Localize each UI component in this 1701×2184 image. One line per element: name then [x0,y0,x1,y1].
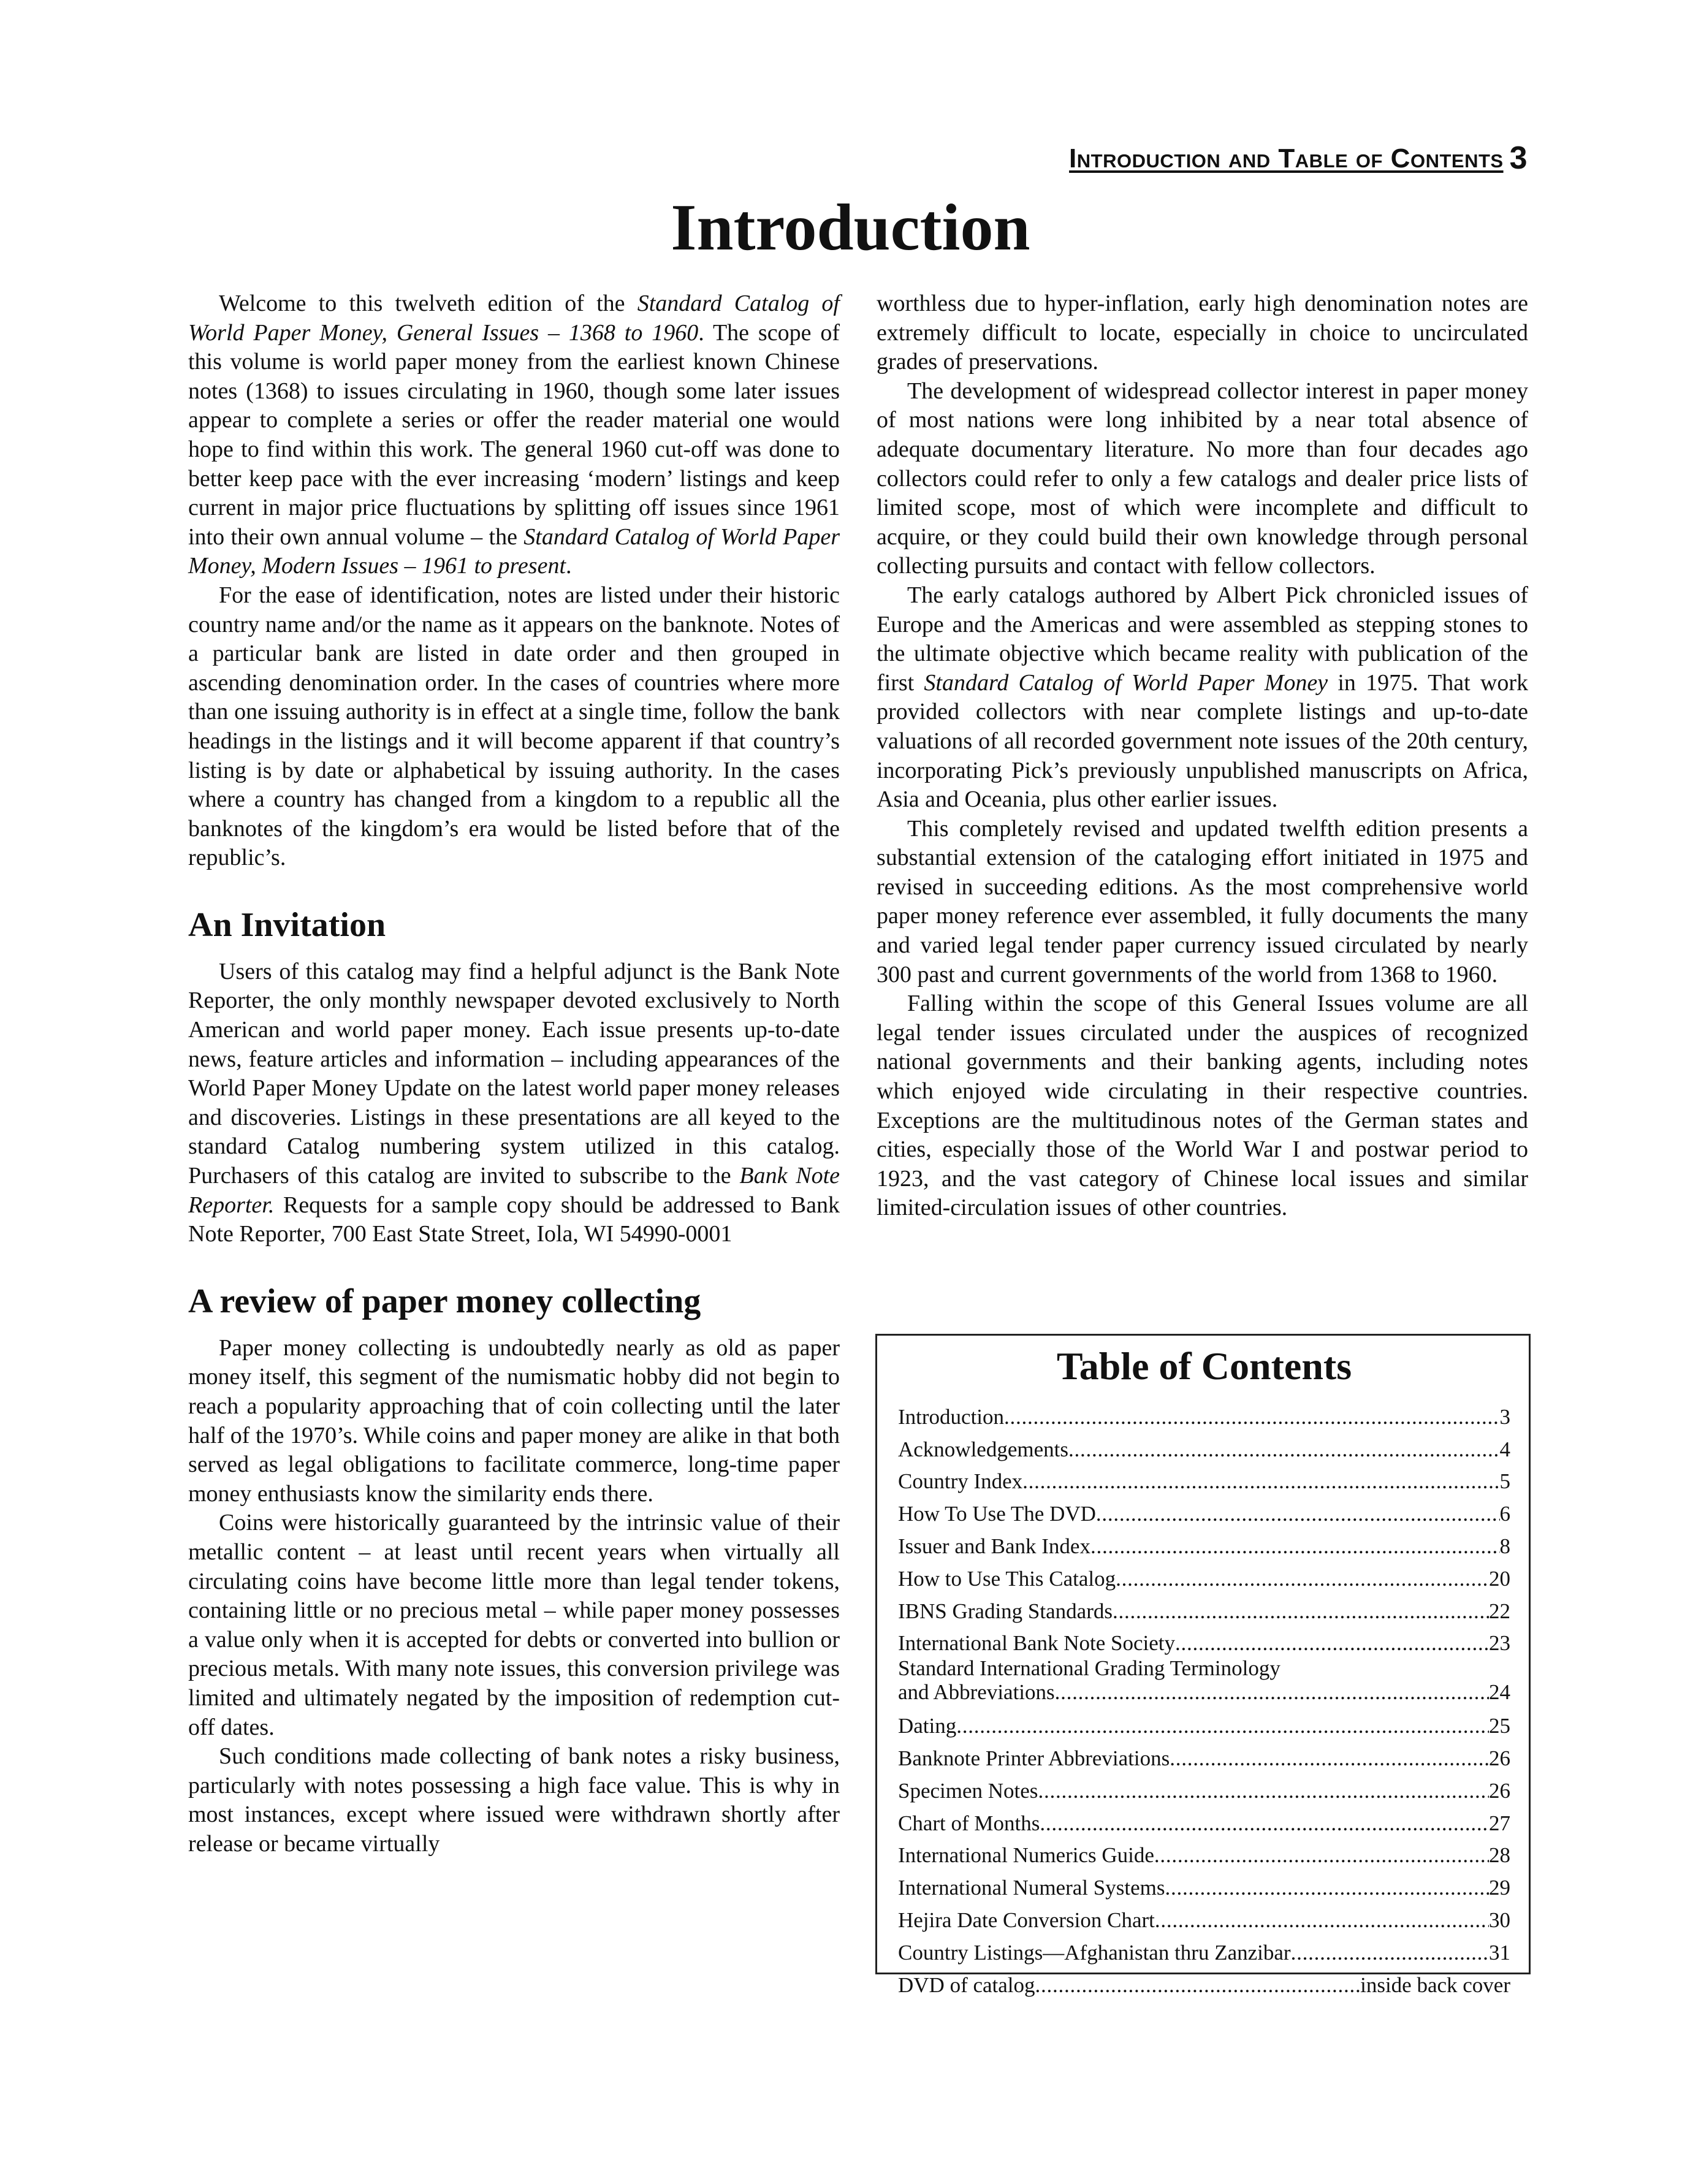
toc-leader [1035,1972,1361,1999]
intro-paragraph-1 [188,289,840,581]
intro-p1-title-modern: Standard Catalog of World Paper Money, Modern Issues – 1961 to present [188,523,840,579]
toc-leader [1170,1745,1489,1772]
toc-entry[interactable] [898,1837,1510,1870]
toc-entry-label: How to Use This Catalog [898,1566,1116,1591]
review-paragraph-7: Falling within the scope of this General Issues volume are all legal tender issues circulated under the auspices of recognized national governments and their banking agents, including notes which enjoyed wide circulating in their respective countries. Exceptions are the multitudinous notes of the German states and cities, especially those of the World War I and postwar period to 1923, and the vast category of Chinese local issues and similar limited-circulation issues of other countries. [877,991,1528,1221]
toc-title: Table of Contents [1056,1344,1352,1388]
toc-leader [1175,1630,1489,1657]
toc-leader [1291,1939,1489,1966]
review-paragraph-6: This completely revised and updated twelfth edition presents a substantial extension of the cataloging effort initiated in 1975 and revised in succeeding editions. As the most comprehensive world paper money reference ever assembled, it fully documents the many and varied legal tender paper currency issued circulated by nearly 300 past and current governments of the world from 1368 to 1960. [877,815,1528,987]
intro-p1-text-b: . The scope of this volume is world paper money from the earliest known Chinese notes (1368) to issues circulating in 1960, though some later issues appear to complete a series or offer the reader material one would hope to find within this work. The general 1960 cut-off was done to better keep pace with the ever increasing ‘modern’ listings and keep current in major price fluctuations by splitting off issues since 1961 into their own annual volume – the [188,319,840,550]
toc-leader [1022,1468,1499,1495]
toc-entry[interactable] [898,1869,1510,1901]
toc-entry-label: International Bank Note Society [898,1631,1175,1656]
toc-leader [1038,1778,1489,1805]
invitation-publication: Bank Note Reporter. [188,1163,840,1218]
running-header-title: Introduction and Table of Contents [1069,143,1504,173]
toc-entry-label: Banknote Printer Abbreviations [898,1746,1170,1770]
toc-entry-page: 8 [1499,1534,1510,1558]
toc-entry-page: 31 [1489,1940,1510,1965]
toc-leader [1155,1907,1489,1934]
review-paragraph-2: Coins were historically guaranteed by the intrinsic value of their metallic content – at least until recent years when virtually all circulating coins have become little more than legal tender tokens, containing little or no precious metal – while paper money possesses a value only when it is accepted for debts or converted into bullion or precious metals. With many note issues, this conversion privilege was limited and ultimately negated by the imposition of redemption cut-off dates. [188,1510,840,1740]
toc-entry-page: 4 [1499,1437,1510,1461]
toc-entry-page: 25 [1489,1714,1510,1738]
toc-entry[interactable] [898,1707,1510,1740]
section-heading-review: A review of paper money collecting [188,1282,701,1320]
toc-entry-label: Hejira Date Conversion Chart [898,1908,1155,1932]
review-paragraph-4: The development of widespread collector interest in paper money of most nations were long inhibited by a near total absence of adequate documentary literature. No more than four decades ago collectors could refer to only a few catalogs and dealer price lists of limited scope, most of which were incomplete and difficult to acquire, or they could build their own knowledge through personal collecting pursuits and contact with fellow collectors. [877,378,1528,579]
toc-leader [1040,1810,1489,1837]
toc-entry[interactable] [898,1495,1510,1528]
toc-leader [1004,1404,1499,1431]
toc-entry-page: 30 [1489,1908,1510,1932]
toc-entry[interactable] [898,1740,1510,1772]
toc-entry[interactable] [898,1463,1510,1496]
toc-entry[interactable] [898,1934,1510,1966]
invitation-paragraph [188,957,840,1249]
toc-entry-label-line1: Standard International Grading Terminology [898,1657,1281,1681]
toc-leader [1068,1436,1500,1463]
toc-entry-page: 3 [1499,1404,1510,1429]
toc-entry-page: 29 [1489,1876,1510,1900]
toc-leader [1090,1533,1500,1560]
toc-entry-page: 23 [1489,1631,1510,1656]
toc-leader [1055,1680,1489,1705]
toc-entry-page: 5 [1499,1469,1510,1494]
toc-entry-label: Issuer and Bank Index [898,1534,1090,1558]
toc-entry-page: 24 [1489,1680,1510,1705]
toc-entry[interactable] [898,1592,1510,1625]
toc-entry-page: 26 [1489,1746,1510,1770]
left-column [188,289,840,1859]
review-p5-text-b: in 1975. That work provided collectors with near complete listings and up-to-date valuations of all recorded government note issues of the 20th century, incorporating Pick’s previously unpublished manuscripts on Africa, Asia and Oceania, plus other earlier issues. [877,669,1529,813]
toc-entry-label: Chart of Months [898,1811,1040,1835]
toc-entry[interactable] [898,1528,1510,1560]
toc-entry-label: International Numerics Guide [898,1843,1154,1868]
toc-entry-page: 6 [1499,1502,1510,1526]
page-title: Introduction [671,191,1030,264]
toc-entry-page: 22 [1489,1599,1510,1623]
review-paragraph-1: Paper money collecting is undoubtedly nearly as old as paper money itself, this segment of the numismatic hobby did not begin to reach a popularity approaching that of coin collecting until the later half of the 1970’s. While coins and paper money are alike in that both served as legal obligations to facilitate commerce, long-time paper money enthusiasts know the similarity ends there. [188,1334,840,1507]
toc-entry-label: Acknowledgements [898,1437,1068,1461]
review-paragraph-3: Such conditions made collecting of bank notes a risky business, particularly with notes possessing a high face value. This is why in most instances, except where issued were withdrawn shortly after release or became virtually [188,1743,840,1857]
section-heading-invitation: An Invitation [188,905,386,944]
toc-entry-label: International Numeral Systems [898,1876,1165,1900]
table-of-contents [875,1334,1531,1997]
toc-entry-label: Country Listings—Afghanistan thru Zanzibar [898,1940,1291,1965]
intro-paragraph-2: For the ease of identification, notes are listed under their historic country name and/or the name as it appears on the banknote. Notes of a particular bank are listed in date order and then grouped in ascending denomination order. In the cases of countries where more than one issuing authority is in effect at a single time, follow the bank headings in the listings and it will become apparent if that country’s listing is by date or alphabetical by issuing authority. In the cases where a country has changed from a kingdom to a republic all the banknotes of the kingdom’s era would be listed before that of the republic’s. [188,582,840,871]
toc-list [898,1398,1510,1999]
intro-p1-title-general: Standard Catalog of World Paper Money, General Issues – 1368 to 1960 [188,291,840,346]
running-header [1069,140,1528,177]
toc-leader [1154,1842,1489,1869]
toc-entry-label: Dating [898,1714,957,1738]
toc-leader [1113,1598,1489,1625]
toc-leader [1116,1566,1489,1592]
invitation-text-b: Requests for a sample copy should be addressed to Bank Note Reporter, 700 East State Street, Iola, WI 54990-0001 [188,1192,840,1247]
toc-entry-label: IBNS Grading Standards [898,1599,1113,1623]
toc-entry-label: and Abbreviations [898,1680,1055,1705]
toc-entry-page: 20 [1489,1566,1510,1591]
toc-entry-label: DVD of catalog [898,1973,1035,1997]
toc-leader [1165,1874,1489,1901]
review-p5-text-a: The early catalogs authored by Albert Pick chronicled issues of Europe and the Americas and were assembled as stepping stones to the ultimate objective which became reality with publication of the first [877,582,1528,696]
invitation-text-a: Users of this catalog may find a helpful adjunct is the Bank Note Reporter, the only monthly newspaper devoted exclusively to North American and world paper money. Each issue presents up-to-date news, feature articles and information – including appearances of the World Paper Money Update on the latest world paper money releases and discoveries. Listings in these presentations are all keyed to the standard Catalog numbering system utilized in this catalog. Purchasers of this catalog are invited to subscribe to the [188,958,840,1189]
page-number: 3 [1509,140,1528,176]
toc-entry-label: Specimen Notes [898,1778,1038,1803]
toc-entry[interactable] [898,1772,1510,1805]
toc-entry-page: 27 [1489,1811,1510,1835]
toc-entry[interactable] [898,1966,1510,1999]
toc-entry-label: How To Use The DVD [898,1502,1096,1526]
toc-entry-page: 28 [1489,1843,1510,1868]
toc-entry[interactable] [898,1625,1510,1657]
toc-leader [1096,1501,1500,1528]
intro-p1-text-a: Welcome to this twelveth edition of the [219,291,637,316]
right-column [877,289,1528,1223]
toc-leader [956,1713,1489,1740]
toc-entry[interactable] [898,1431,1510,1463]
toc-entry[interactable] [898,1901,1510,1934]
toc-entry-label: Country Index [898,1469,1023,1494]
review-paragraph-5 [877,581,1528,815]
toc-entry[interactable] [898,1398,1510,1431]
toc-entry[interactable] [898,1657,1510,1707]
toc-entry-page: inside back cover [1360,1973,1510,1997]
intro-p1-text-c: . [566,553,572,579]
review-p5-title: Standard Catalog of World Paper Money [924,669,1328,696]
toc-entry[interactable] [898,1805,1510,1837]
toc-entry-label: Introduction [898,1404,1005,1429]
toc-entry[interactable] [898,1560,1510,1592]
toc-entry-page: 26 [1489,1778,1510,1803]
review-continued-paragraph: worthless due to hyper-inflation, early high denomination notes are extremely difficult to locate, especially in choice to uncirculated grades of preservations. [877,291,1528,375]
